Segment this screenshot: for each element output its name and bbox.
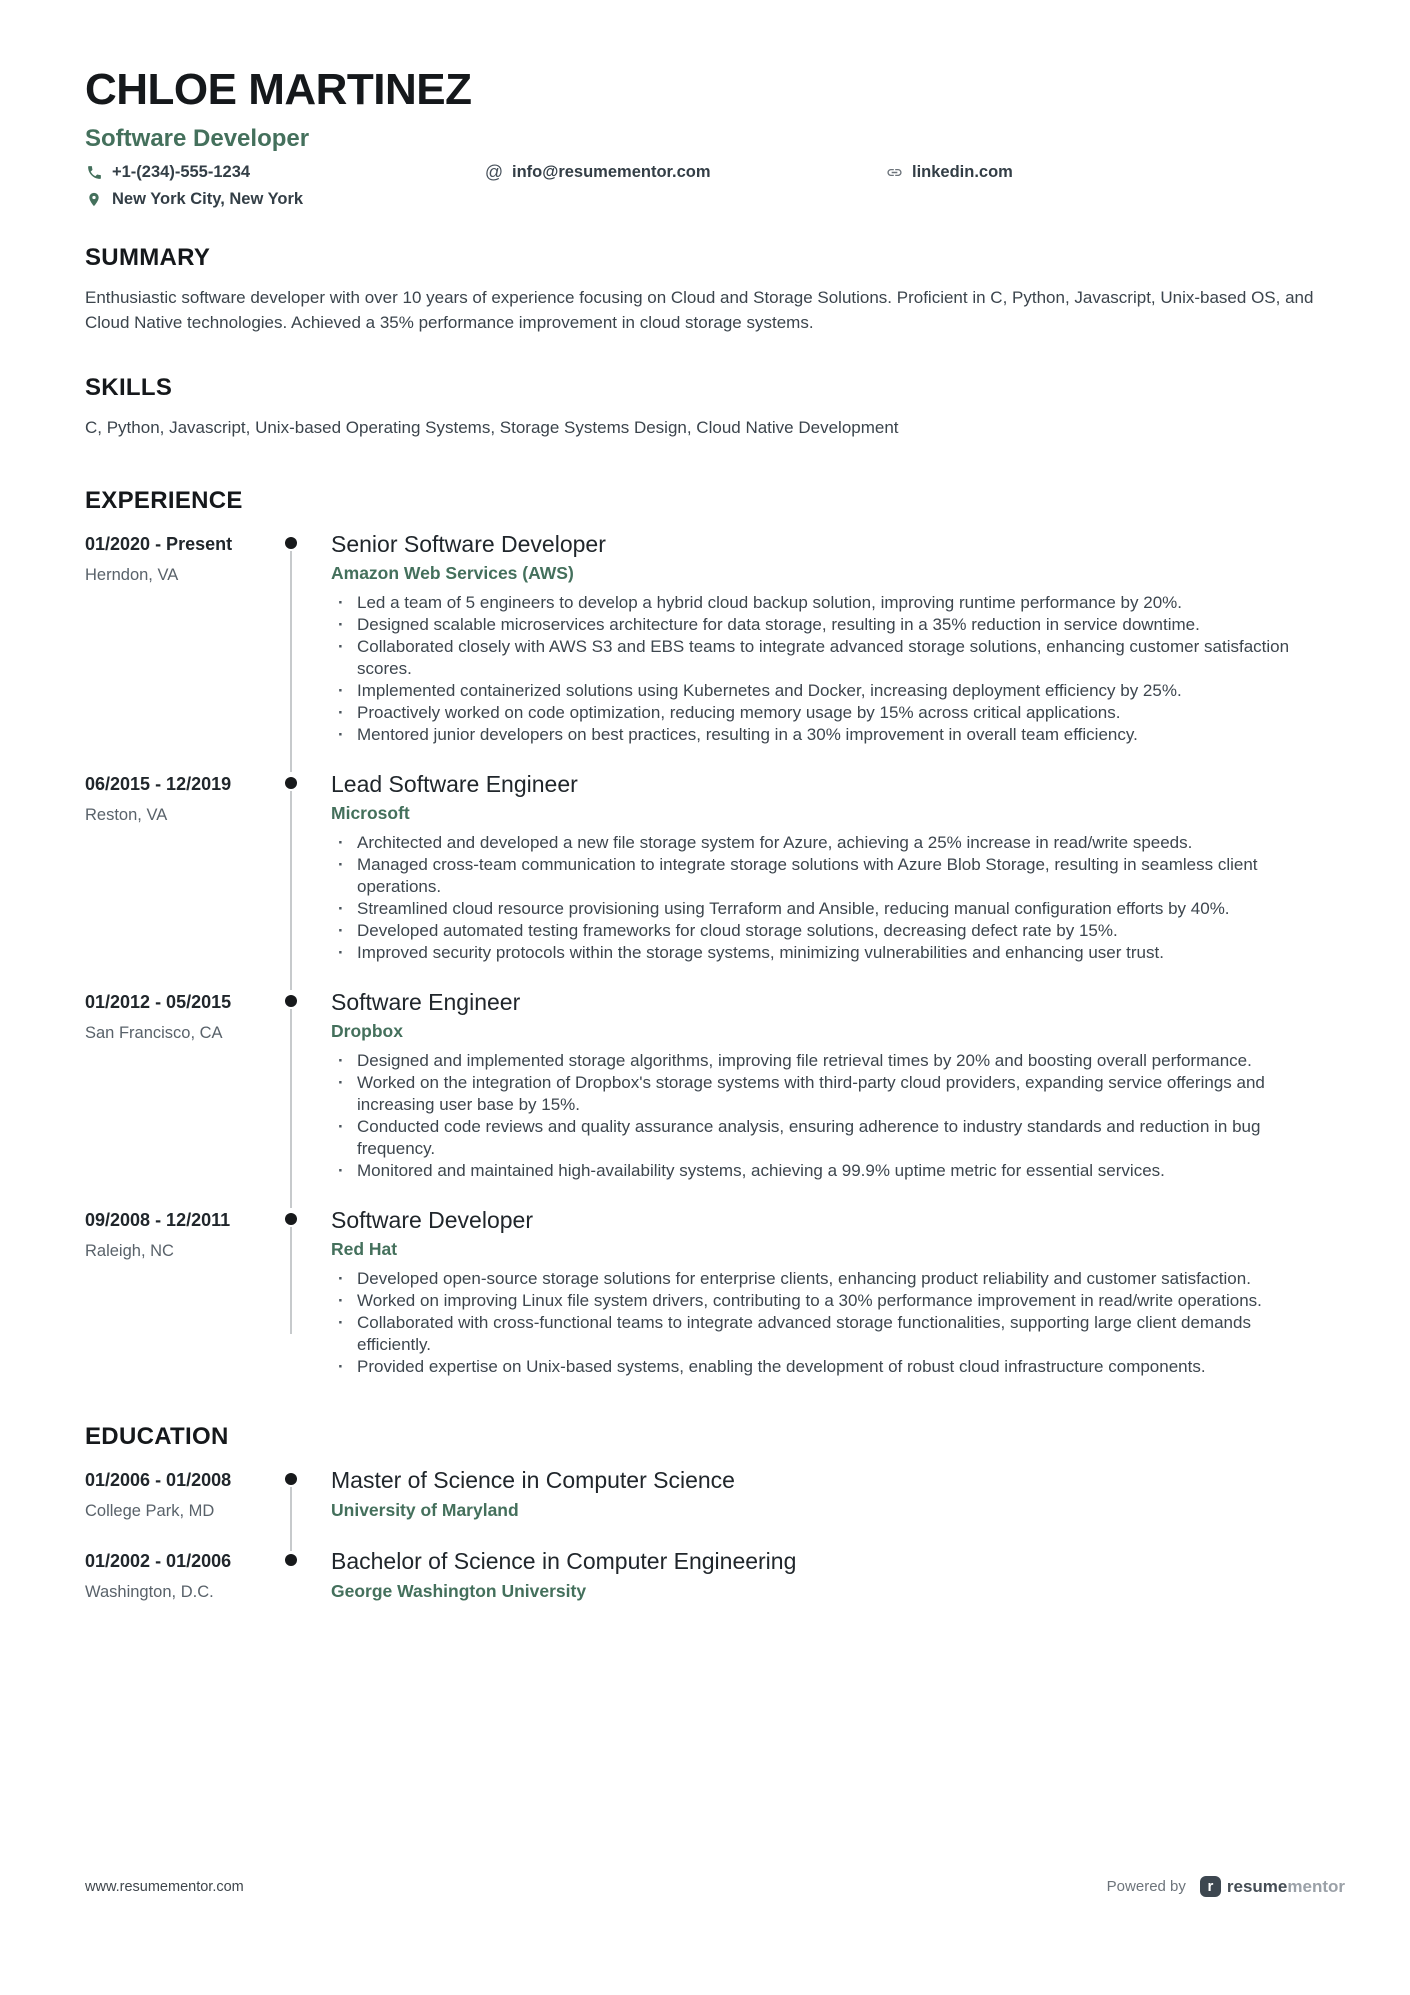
page-footer — [85, 1876, 1345, 1897]
bullet: · Provided expertise on Unix-based systems, enabling the development of robust cloud infrastructure components. — [331, 1356, 1325, 1378]
job-bullets — [331, 1050, 1325, 1182]
experience-entries — [85, 530, 1325, 1378]
experience-section — [85, 488, 1325, 1378]
bullet: · Designed scalable microservices architecture for data storage, resulting in a 35% reduction in service downtime. — [331, 614, 1325, 636]
school-name: University of Maryland — [331, 1500, 519, 1520]
skills-heading: SKILLS — [85, 374, 173, 401]
bullet: · Proactively worked on code optimization, reducing memory usage by 15% across critical applications. — [331, 702, 1325, 724]
linkedin-contact — [885, 163, 1325, 182]
education-entry — [85, 1547, 1325, 1602]
education-section — [85, 1424, 1325, 1602]
timeline-line — [290, 1227, 292, 1334]
location-contact — [85, 190, 485, 209]
timeline-dot — [285, 777, 297, 789]
site-url[interactable]: www.resumementor.com — [85, 1878, 244, 1895]
timeline-dot — [285, 1473, 297, 1485]
brand-text-resume: resume — [1226, 1876, 1288, 1896]
timeline-line — [290, 791, 292, 990]
company-name: Red Hat — [331, 1239, 398, 1259]
education-entry — [85, 1466, 1325, 1521]
job-bullets — [331, 592, 1325, 746]
entry-dates: 01/2002 - 01/2006 — [85, 1551, 232, 1571]
bullet: · Improved security protocols within the storage systems, minimizing vulnerabilities and enhancing user trust. — [331, 942, 1325, 964]
bullet: · Collaborated closely with AWS S3 and EBS teams to integrate advanced storage solutions, enhancing customer satisfaction scores. — [331, 636, 1325, 680]
timeline-dot — [285, 995, 297, 1007]
bullet: · Collaborated with cross-functional teams to integrate advanced storage functionalities, supporting large client demands efficiently. — [331, 1312, 1325, 1356]
company-name: Dropbox — [331, 1021, 403, 1041]
email-address[interactable]: info@resumementor.com — [512, 163, 711, 181]
experience-entry — [85, 1206, 1325, 1378]
bullet: · Mentored junior developers on best practices, resulting in a 30% improvement in overall team efficiency. — [331, 724, 1325, 746]
resumementor-logo-icon: r — [1200, 1876, 1221, 1897]
experience-heading: EXPERIENCE — [85, 487, 243, 514]
bullet: · Monitored and maintained high-availability systems, achieving a 99.9% uptime metric for essential services. — [331, 1160, 1325, 1182]
person-job-title: Software Developer — [85, 125, 310, 152]
link-icon — [885, 164, 903, 181]
person-name: CHLOE MARTINEZ — [85, 65, 472, 114]
bullet: · Implemented containerized solutions using Kubernetes and Docker, increasing deployment efficiency by 25%. — [331, 680, 1325, 702]
bullet: · Architected and developed a new file storage system for Azure, achieving a 25% increase in read/write speeds. — [331, 832, 1325, 854]
timeline-dot — [285, 537, 297, 549]
entry-location: Reston, VA — [85, 806, 168, 824]
school-name: George Washington University — [331, 1581, 587, 1601]
email-at-icon: @ — [484, 162, 504, 182]
timeline-dot — [285, 1554, 297, 1566]
bullet: · Managed cross-team communication to integrate storage solutions with Azure Blob Storage, resulting in seamless client operations. — [331, 854, 1325, 898]
phone-number[interactable]: +1-(234)-555-1234 — [112, 163, 251, 181]
location-pin-icon — [85, 191, 103, 208]
summary-section — [85, 245, 1325, 335]
entry-location: San Francisco, CA — [85, 1024, 223, 1042]
linkedin-url[interactable]: linkedin.com — [912, 163, 1013, 181]
powered-by — [1107, 1876, 1345, 1897]
entry-location: Washington, D.C. — [85, 1583, 214, 1601]
experience-entry — [85, 988, 1325, 1182]
bullet: · Designed and implemented storage algorithms, improving file retrieval times by 20% and boosting overall performance. — [331, 1050, 1325, 1072]
entry-dates: 01/2020 - Present — [85, 534, 233, 554]
experience-entry — [85, 770, 1325, 964]
summary-heading: SUMMARY — [85, 244, 211, 271]
bullet: · Led a team of 5 engineers to develop a hybrid cloud backup solution, improving runtime performance by 20%. — [331, 592, 1325, 614]
bullet: · Worked on improving Linux file system drivers, contributing to a 30% performance improvement in read/write operations. — [331, 1290, 1325, 1312]
phone-contact — [85, 163, 485, 182]
bullet: · Conducted code reviews and quality assurance analysis, ensuring adherence to industry standards and reduction in bug frequency. — [331, 1116, 1325, 1160]
brand-text-mentor: mentor — [1287, 1876, 1345, 1896]
job-title: Software Engineer — [331, 989, 521, 1015]
degree-title: Master of Science in Computer Science — [331, 1467, 735, 1493]
timeline-line — [290, 551, 292, 772]
job-title: Lead Software Engineer — [331, 771, 578, 797]
contact-info — [85, 162, 1325, 209]
bullet: · Worked on the integration of Dropbox's storage systems with third-party cloud providers, expanding service offerings and increasing user base by 15%. — [331, 1072, 1325, 1116]
experience-entry — [85, 530, 1325, 746]
summary-text: Enthusiastic software developer with over 10 years of experience focusing on Cloud and Storage Solutions. Proficient in C, Python, Javascript, Unix-based OS, and Cloud Native technologies. Achieved a 35% performance improvement in cloud storage systems. — [85, 288, 1314, 332]
entry-location: Raleigh, NC — [85, 1242, 174, 1260]
email-contact — [485, 162, 885, 183]
skills-text: C, Python, Javascript, Unix-based Operating Systems, Storage Systems Design, Cloud Native Development — [85, 418, 899, 437]
job-title: Senior Software Developer — [331, 531, 606, 557]
job-bullets — [331, 1268, 1325, 1378]
entry-dates: 09/2008 - 12/2011 — [85, 1210, 231, 1230]
timeline-dot — [285, 1213, 297, 1225]
job-bullets — [331, 832, 1325, 964]
company-name: Microsoft — [331, 803, 410, 823]
company-name: Amazon Web Services (AWS) — [331, 563, 574, 583]
bullet: · Developed automated testing frameworks for cloud storage solutions, decreasing defect rate by 15%. — [331, 920, 1325, 942]
entry-location: Herndon, VA — [85, 566, 179, 584]
entry-dates: 06/2015 - 12/2019 — [85, 774, 232, 794]
phone-icon — [85, 164, 103, 181]
entry-dates: 01/2012 - 05/2015 — [85, 992, 232, 1012]
bullet: · Developed open-source storage solutions for enterprise clients, enhancing product reliability and customer satisfaction. — [331, 1268, 1325, 1290]
resume-header — [85, 66, 1325, 209]
degree-title: Bachelor of Science in Computer Engineering — [331, 1548, 797, 1574]
job-title: Software Developer — [331, 1207, 533, 1233]
entry-dates: 01/2006 - 01/2008 — [85, 1470, 232, 1490]
powered-by-label: Powered by — [1106, 1878, 1186, 1895]
timeline-line — [290, 1009, 292, 1208]
skills-section — [85, 375, 1325, 440]
education-heading: EDUCATION — [85, 1423, 229, 1450]
education-entries — [85, 1466, 1325, 1602]
bullet: · Streamlined cloud resource provisioning using Terraform and Ansible, reducing manual configuration efforts by 40%. — [331, 898, 1325, 920]
resumementor-brand[interactable] — [1200, 1876, 1345, 1897]
timeline-line — [290, 1487, 292, 1551]
entry-location: College Park, MD — [85, 1502, 215, 1520]
location-text: New York City, New York — [112, 190, 304, 208]
